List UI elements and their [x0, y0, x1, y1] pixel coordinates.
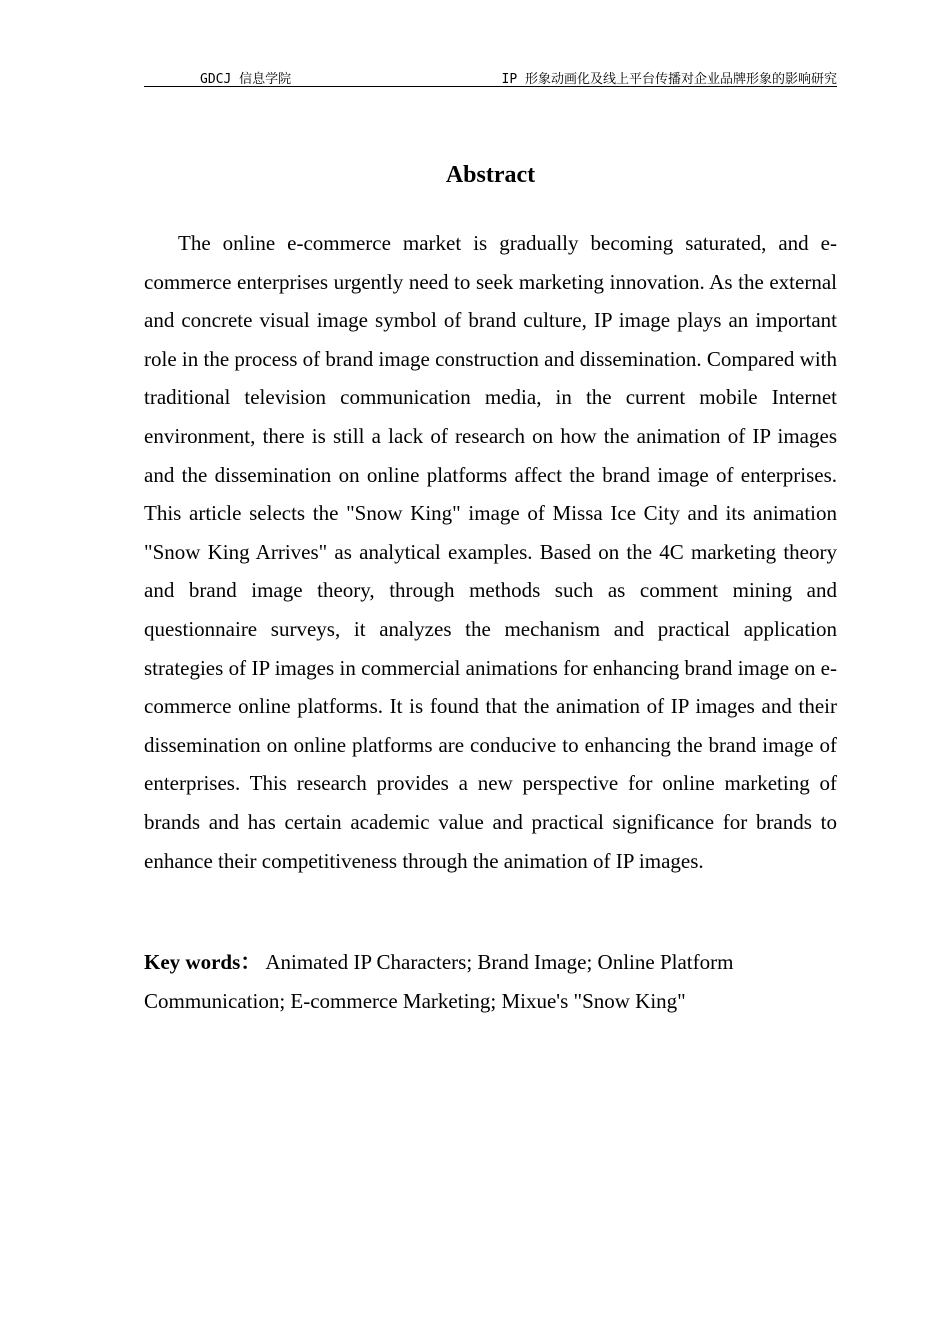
- abstract-body: The online e-commerce market is gradually becoming saturated, and e-commerce enterprises urgently need to seek marketing innovation. As the external and concrete visual image symbol of brand culture, IP image plays an important role in the process of brand image construction and dissemination. Compared with traditional television communication media, in the current mobile Internet environment, there is still a lack of research on how the animation of IP images and the dissemination on online platforms affect the brand image of enterprises. This article selects the "Snow King" image of Missa Ice City and its animation "Snow King Arrives" as analytical examples. Based on the 4C marketing theory and brand image theory, through methods such as comment mining and questionnaire surveys, it analyzes the mechanism and practical application strategies of IP images in commercial animations for enhancing brand image on e-commerce online platforms. It is found that the animation of IP images and their dissemination on online platforms are conducive to enhancing the brand image of enterprises. This research provides a new perspective for online marketing of brands and has certain academic value and practical significance for brands to enhance their competitiveness through the animation of IP images.: [144, 231, 837, 873]
- header-thesis-title: IP 形象动画化及线上平台传播对企业品牌形象的影响研究: [501, 72, 837, 87]
- header-institution: GDCJ 信息学院: [200, 72, 292, 87]
- keywords-paragraph: [144, 943, 837, 1020]
- keywords-text: Animated IP Characters; Brand Image; Online Platform Communication; E-commerce Marketing; Mixue's "Snow King": [144, 950, 734, 1013]
- keywords-label: Key words：: [144, 950, 262, 974]
- page-header: [144, 66, 837, 87]
- abstract-heading: Abstract: [445, 162, 536, 188]
